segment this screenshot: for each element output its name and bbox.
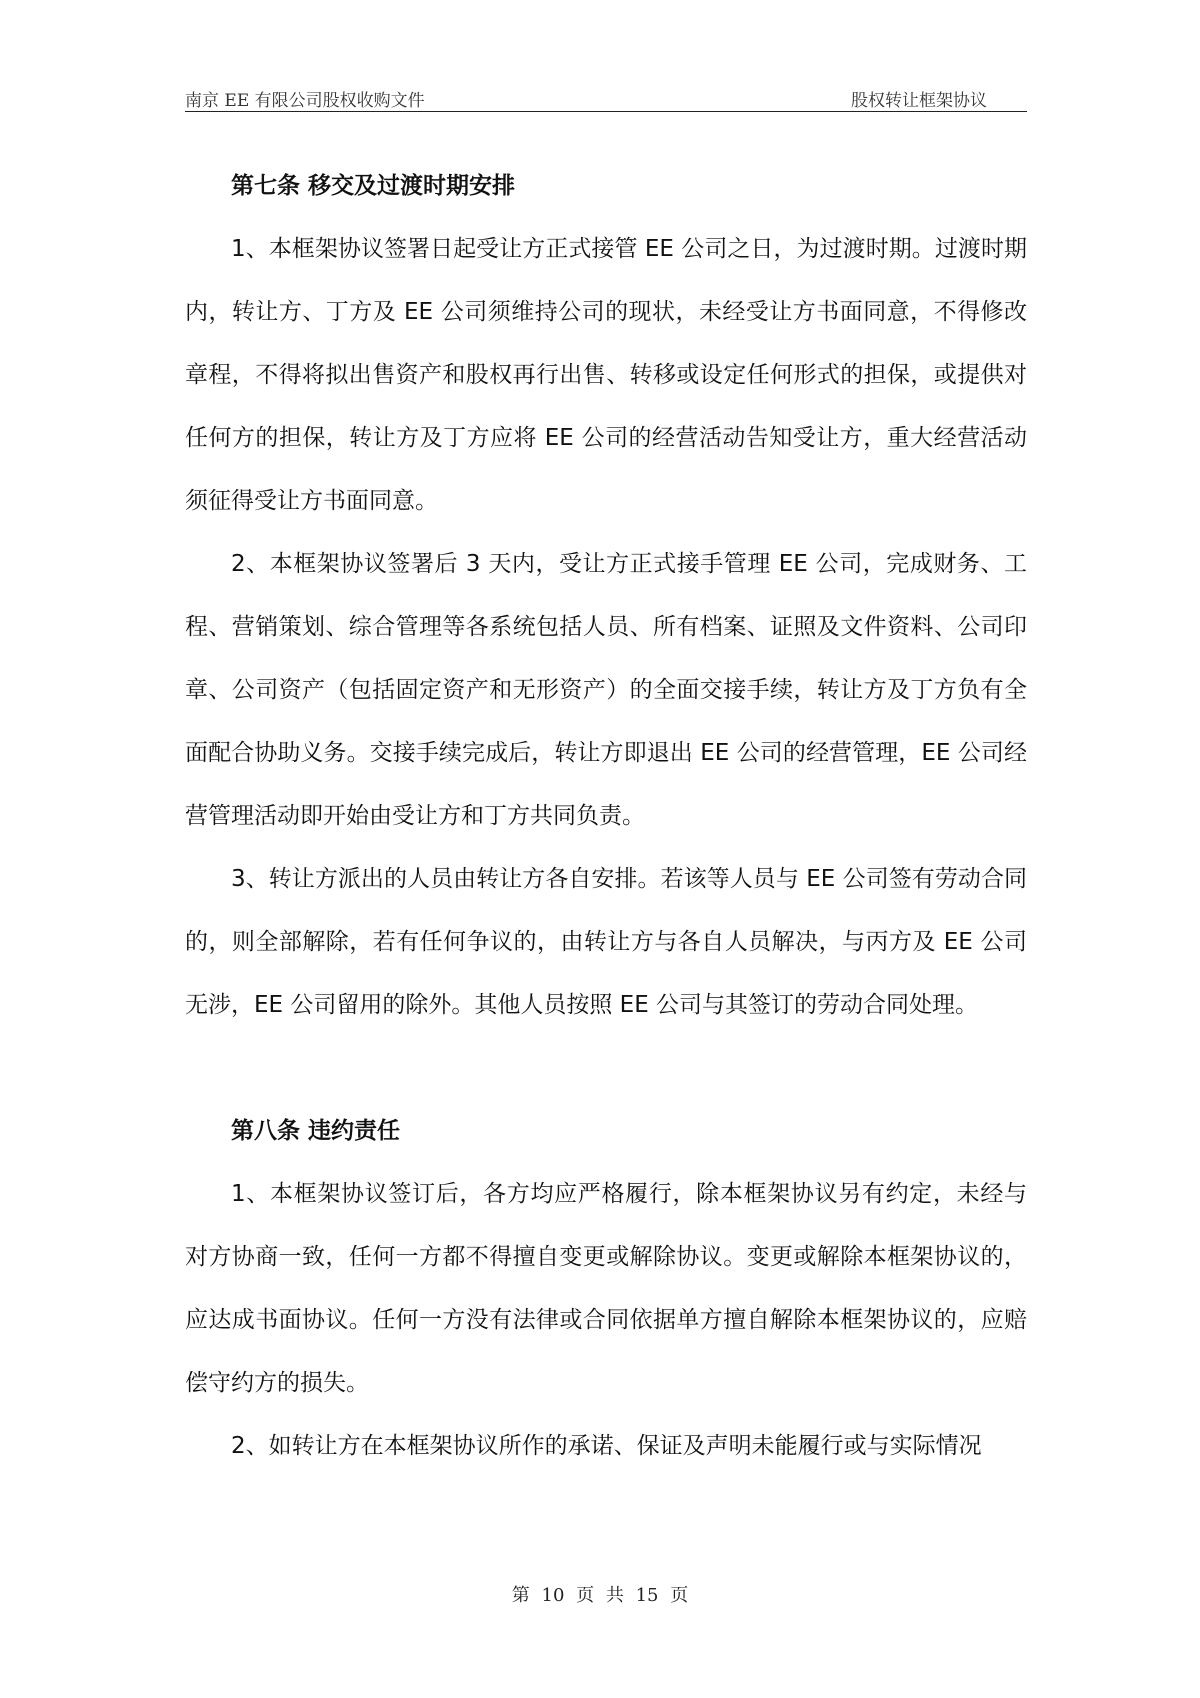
header-right-title: 股权转让框架协议 — [851, 91, 987, 111]
header-divider — [185, 111, 1027, 112]
page-header — [185, 84, 1027, 114]
page-number: 第 10 页 共 15 页 — [511, 1585, 689, 1606]
section-8-paragraph-1: 1、本框架协议签订后，各方均应严格履行，除本框架协议另有约定，未经与对方协商一致，任何一方都不得擅自变更或解除协议。变更或解除本框架协议的，应达成书面协议。任何一方没有法律或合同依据单方擅自解除本框架协议的，应赔偿守约方的损失。 — [185, 1181, 1027, 1396]
section-7-paragraph-3: 3、转让方派出的人员由转让方各自安排。若该等人员与 EE 公司签有劳动合同的，则全部解除，若有任何争议的，由转让方与各自人员解决，与丙方及 EE 公司无涉，EE 公司留用的除外。其他人员按照 EE 公司与其签订的劳动合同处理。 — [185, 866, 1027, 1018]
section-7-paragraph-2: 2、本框架协议签署后 3 天内，受让方正式接手管理 EE 公司，完成财务、工程、营销策划、综合管理等各系统包括人员、所有档案、证照及文件资料、公司印章、公司资产（包括固定资产和无形资产）的全面交接手续，转让方及丁方负有全面配合协助义务。交接手续完成后，转让方即退出 EE 公司的经营管理，EE 公司经营管理活动即开始由受让方和丁方共同负责。 — [185, 551, 1027, 829]
section-7-heading: 第七条 移交及过渡时期安排 — [231, 173, 516, 199]
section-8-paragraph-2: 2、如转让方在本框架协议所作的承诺、保证及声明未能履行或与实际情况 — [231, 1433, 982, 1459]
section-8-heading: 第八条 违约责任 — [231, 1118, 401, 1144]
document-body — [185, 155, 1027, 1478]
section-gap — [185, 1037, 1027, 1100]
section-7-paragraph-1: 1、本框架协议签署日起受让方正式接管 EE 公司之日，为过渡时期。过渡时期内，转让方、丁方及 EE 公司须维持公司的现状，未经受让方书面同意，不得修改章程，不得将拟出售资产和股权再行出售、转移或设定任何形式的担保，或提供对任何方的担保，转让方及丁方应将 EE 公司的经营活动告知受让方，重大经营活动须征得受让方书面同意。 — [185, 236, 1027, 514]
header-left-title: 南京 EE 有限公司股权收购文件 — [185, 91, 425, 111]
